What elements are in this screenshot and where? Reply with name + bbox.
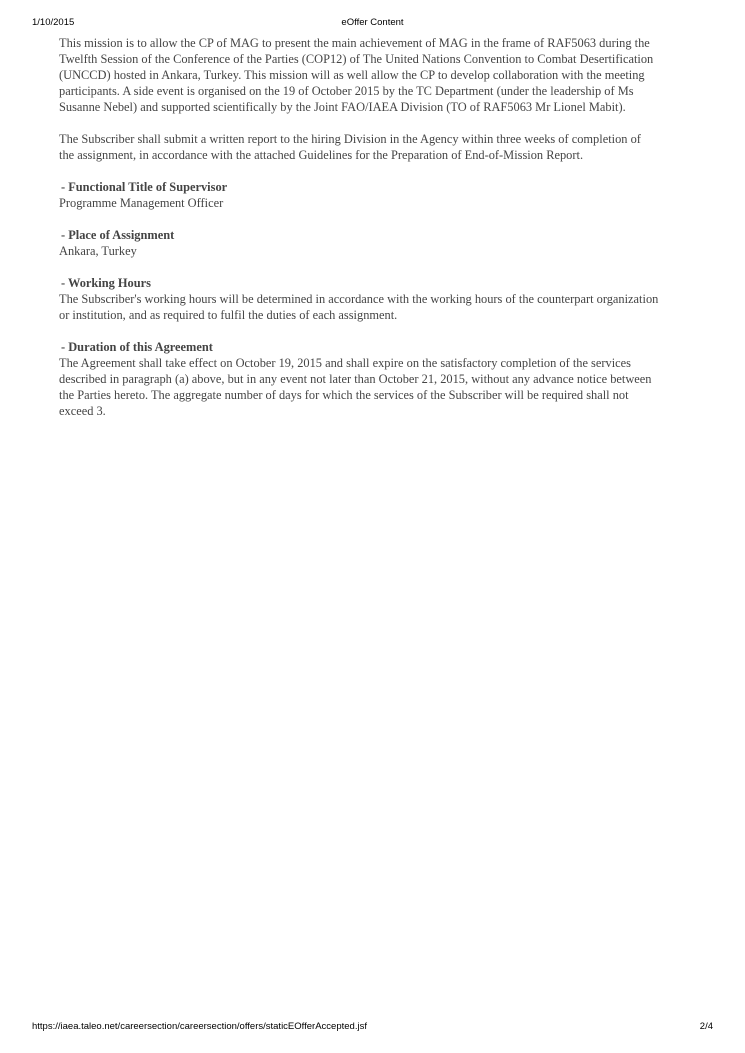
document-body <box>59 35 659 419</box>
paragraph-spacer <box>59 211 659 227</box>
paragraph-spacer <box>59 323 659 339</box>
duration-heading: - Duration of this Agreement <box>61 340 213 354</box>
working-hours-heading: - Working Hours <box>61 276 151 290</box>
mission-paragraph: This mission is to allow the CP of MAG to present the main achievement of MAG in the frame of RAF5063 during the Twelfth Session of the Conference of the Parties (COP12) of The United Nations Convention to Combat Desertification (UNCCD) hosted in Ankara, Turkey. This mission will as well allow the CP to develop collaboration with the meeting participants. A side event is organised on the 19 of October 2015 by the TC Department (under the leadership of Ms Susanne Nebel) and supported scientifically by the Joint FAO/IAEA Division (TO of RAF5063 Mr Lionel Mabit). <box>59 36 654 114</box>
duration-text: The Agreement shall take effect on October 19, 2015 and shall expire on the satisfactory completion of the services described in paragraph (a) above, but in any event not later than October 21, 2015, without any advance notice between the Parties hereto. The aggregate number of days for which the services of the Subscriber will be required shall not exceed 3. <box>59 356 652 418</box>
page-url: https://iaea.taleo.net/careersection/careersection/offers/staticEOfferAccepted.jsf <box>32 1021 367 1032</box>
report-paragraph: The Subscriber shall submit a written report to the hiring Division in the Agency within three weeks of completion of the assignment, in accordance with the attached Guidelines for the Preparation of End-of-Mission Report. <box>59 132 641 162</box>
page-header-title: eOffer Content <box>341 17 404 28</box>
page-number: 2/4 <box>699 1021 713 1032</box>
supervisor-title-value: Programme Management Officer <box>59 196 224 210</box>
paragraph-spacer <box>59 259 659 275</box>
paragraph-spacer <box>59 163 659 179</box>
working-hours-text: The Subscriber's working hours will be determined in accordance with the working hours of the counterpart organization or institution, and as required to fulfil the duties of each assignment. <box>59 292 659 322</box>
supervisor-title-heading: - Functional Title of Supervisor <box>61 180 228 194</box>
place-of-assignment-heading: - Place of Assignment <box>61 228 175 242</box>
place-of-assignment-value: Ankara, Turkey <box>59 244 137 258</box>
paragraph-spacer <box>59 115 659 131</box>
print-date: 1/10/2015 <box>32 17 75 28</box>
